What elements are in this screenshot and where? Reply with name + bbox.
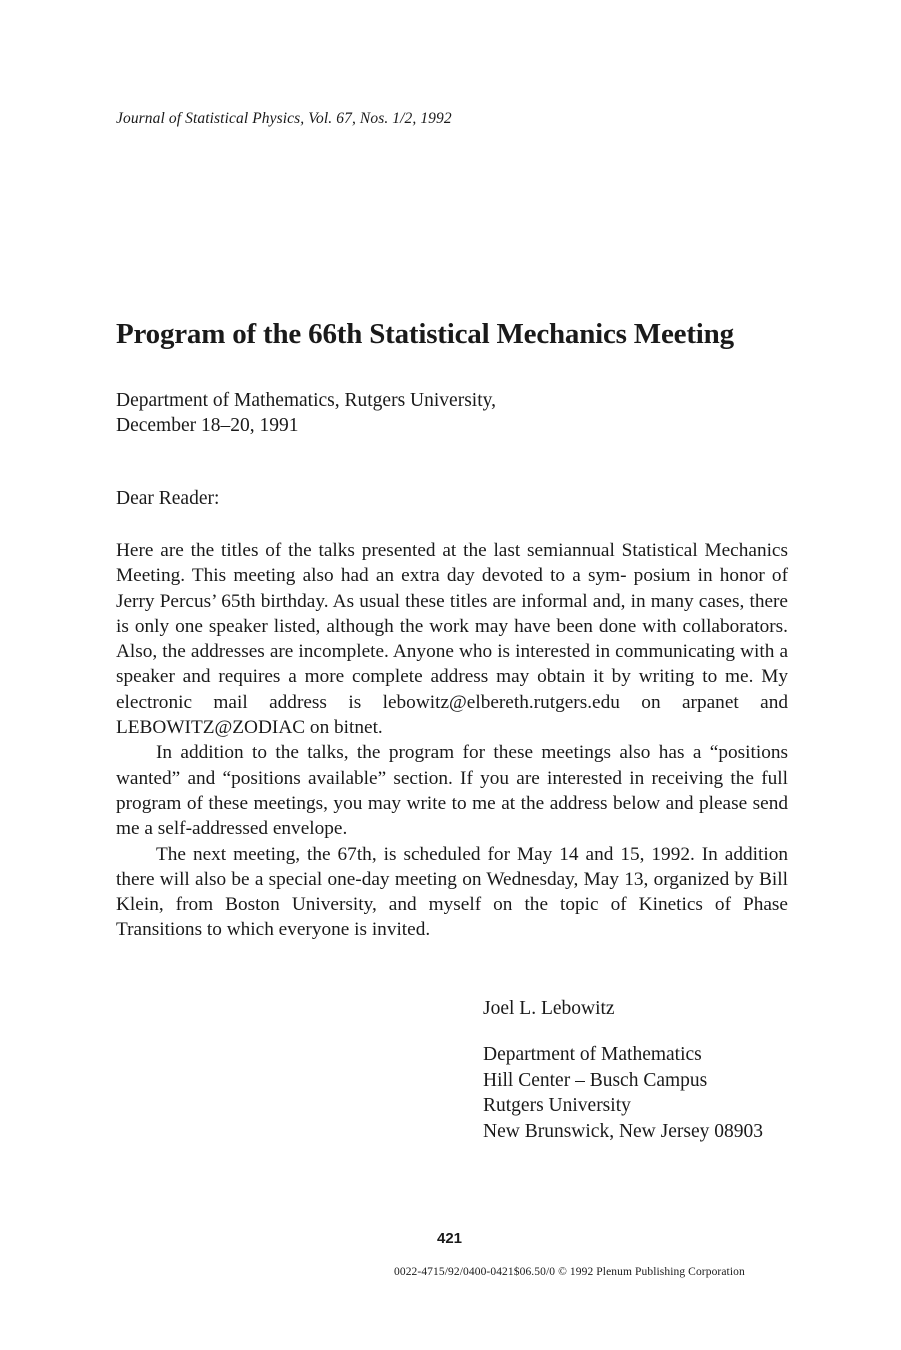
address-line-city: New Brunswick, New Jersey 08903 (483, 1120, 763, 1142)
postal-address (483, 1042, 763, 1144)
page-title: Program of the 66th Statistical Mechanics Meeting (116, 318, 734, 350)
paragraph-program: In addition to the talks, the program for these meetings also has a “positions wanted” and “positions available” section. If you are interested in receiving the full program of these meetings, you may write to me at the address below and please send me a self-addressed envelope. (116, 742, 788, 840)
address-line-campus: Hill Center – Busch Campus (483, 1069, 708, 1091)
salutation: Dear Reader: (116, 488, 220, 509)
journal-citation: Journal of Statistical Physics, Vol. 67, Nos. 1/2, 1992 (116, 110, 452, 127)
page-number: 421 (437, 1230, 463, 1247)
venue-institution: Department of Mathematics, Rutgers University, (116, 390, 496, 411)
letter-body (116, 538, 788, 943)
copyright-line: 0022-4715/92/0400-0421$06.50/0 © 1992 Plenum Publishing Corporation (394, 1266, 745, 1278)
venue-block (116, 388, 496, 438)
paragraph-next-meeting: The next meeting, the 67th, is scheduled for May 14 and 15, 1992. In addition there will also be a special one-day meeting on Wednesday, May 13, organized by Bill Klein, from Boston University, and myself on the topic of Kinetics of Phase Transitions to which everyone is invited. (116, 843, 788, 941)
signature-name: Joel L. Lebowitz (483, 998, 615, 1019)
paragraph-intro: Here are the titles of the talks presented at the last semiannual Statistical Mechanics Meeting. This meeting also had an extra day devoted to a sym- posium in honor of Jerry Percus’ 65th birthday. As usual these titles are informal and, in many cases, there is only one speaker listed, although the work may have been done with collaborators. Also, the addresses are incomplete. Anyone who is interested in communicating with a speaker and requires a more complete address may obtain it by writing to me. My electronic mail address is lebowitz@elbereth.rutgers.edu on arpanet and LEBOWITZ@ZODIAC on bitnet. (116, 540, 788, 739)
address-line-university: Rutgers University (483, 1095, 631, 1116)
venue-dates: December 18–20, 1991 (116, 415, 299, 436)
address-line-department: Department of Mathematics (483, 1044, 702, 1065)
